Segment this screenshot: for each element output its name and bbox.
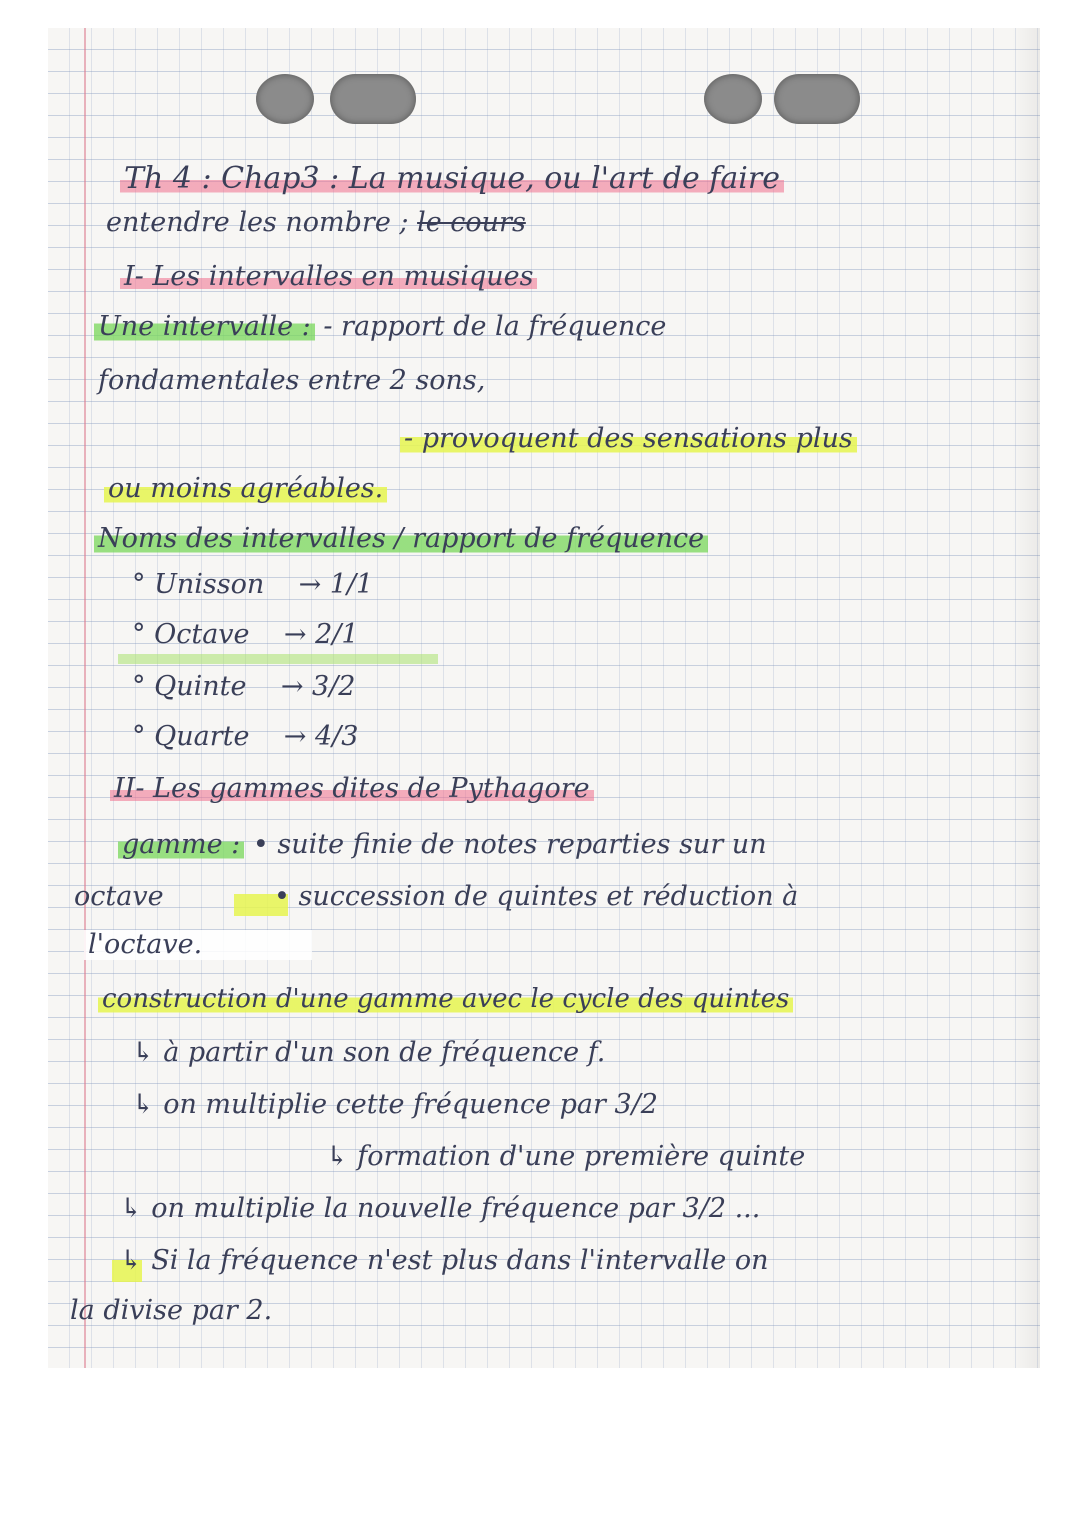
- intervalle-definition-1: - rapport de la fréquence: [323, 311, 667, 342]
- intervalle-definition-2-cont: ou moins agréables.: [104, 473, 387, 504]
- interval-bullet: °: [132, 671, 155, 702]
- interval-ratio: → 3/2: [280, 671, 356, 702]
- gamme-label: gamme :: [118, 829, 244, 860]
- construction-step: [132, 1036, 605, 1070]
- gamme-definition-2: • succession de quintes et réduction à: [274, 881, 799, 912]
- construction-step: [326, 1140, 805, 1174]
- intervalle-definition-1-cont: fondamentales entre 2 sons,: [98, 365, 486, 396]
- page-edge-shadow: [1012, 28, 1040, 1368]
- intervalle-def2-cont-line: [104, 472, 387, 506]
- construction-step-text: ↳ on multiplie la nouvelle fréquence par 3/2 ...: [120, 1193, 761, 1224]
- interval-ratio: → 1/1: [298, 569, 374, 600]
- struck-text: le cours: [417, 207, 526, 238]
- title-line-2: [106, 206, 526, 240]
- title-line-1: [120, 162, 784, 196]
- binder-hole-3: [704, 74, 762, 124]
- intervalle-def1-cont-line: [98, 364, 485, 398]
- interval-ratio: → 2/1: [283, 619, 359, 650]
- gamme-def2-cont-line: [88, 928, 202, 962]
- intervalle-definition-2: - provoquent des sensations plus: [400, 423, 857, 454]
- section-1-heading-text: I- Les intervalles en musiques: [120, 261, 537, 292]
- interval-item: [132, 568, 373, 602]
- interval-item: [132, 618, 359, 652]
- interval-bullet: °: [132, 619, 155, 650]
- construction-step: [70, 1294, 272, 1328]
- binder-hole-4: [774, 74, 860, 124]
- octave-underline: [118, 654, 438, 664]
- names-heading-line: [94, 522, 708, 556]
- section-2-heading: [110, 772, 594, 806]
- interval-name: Octave: [154, 619, 250, 650]
- intervalle-label: Une intervalle :: [94, 311, 315, 342]
- margin-line: [84, 28, 86, 1368]
- construction-step: [132, 1088, 658, 1122]
- title-continued: entendre les nombre ;: [106, 207, 409, 238]
- title-text: Th 4 : Chap3 : La musique, ou l'art de faire: [120, 161, 784, 196]
- construction-step-text: ↳ formation d'une première quinte: [326, 1141, 806, 1172]
- construction-step-text: ↳ on multiplie cette fréquence par 3/2: [132, 1089, 658, 1120]
- construction-step: [120, 1244, 769, 1278]
- names-heading: Noms des intervalles / rapport de fréquence: [94, 523, 708, 554]
- interval-item: [132, 670, 356, 704]
- gamme-definition-1: • suite finie de notes reparties sur un: [252, 829, 767, 860]
- gamme-def2-line: [274, 880, 798, 914]
- binder-hole-1: [256, 74, 314, 124]
- construction-step-text: ↳ à partir d'un son de fréquence f.: [132, 1037, 606, 1068]
- intervalle-def2-line: [400, 422, 857, 456]
- interval-bullet: °: [132, 721, 155, 752]
- construction-step-text: ↳ Si la fréquence n'est plus dans l'intervalle on: [120, 1245, 769, 1276]
- construction-step-text: la divise par 2.: [70, 1295, 273, 1326]
- construction-heading-line: [98, 982, 793, 1016]
- section-2-heading-text: II- Les gammes dites de Pythagore: [110, 773, 594, 804]
- intervalle-line: [94, 310, 666, 344]
- interval-item: [132, 720, 358, 754]
- interval-name: Quinte: [154, 671, 247, 702]
- section-1-heading: [120, 260, 537, 294]
- binder-hole-2: [330, 74, 416, 124]
- interval-name: Quarte: [154, 721, 250, 752]
- interval-name: Unisson: [154, 569, 265, 600]
- gamme-definition-1-cont: octave: [74, 881, 164, 912]
- notebook-page: [48, 28, 1040, 1368]
- interval-bullet: °: [132, 569, 155, 600]
- gamme-def1-cont-line: [74, 880, 164, 914]
- gamme-definition-2-cont: l'octave.: [88, 929, 203, 960]
- interval-ratio: → 4/3: [283, 721, 359, 752]
- construction-step: [120, 1192, 760, 1226]
- construction-heading: construction d'une gamme avec le cycle des quintes: [98, 984, 793, 1014]
- gamme-line: [118, 828, 767, 862]
